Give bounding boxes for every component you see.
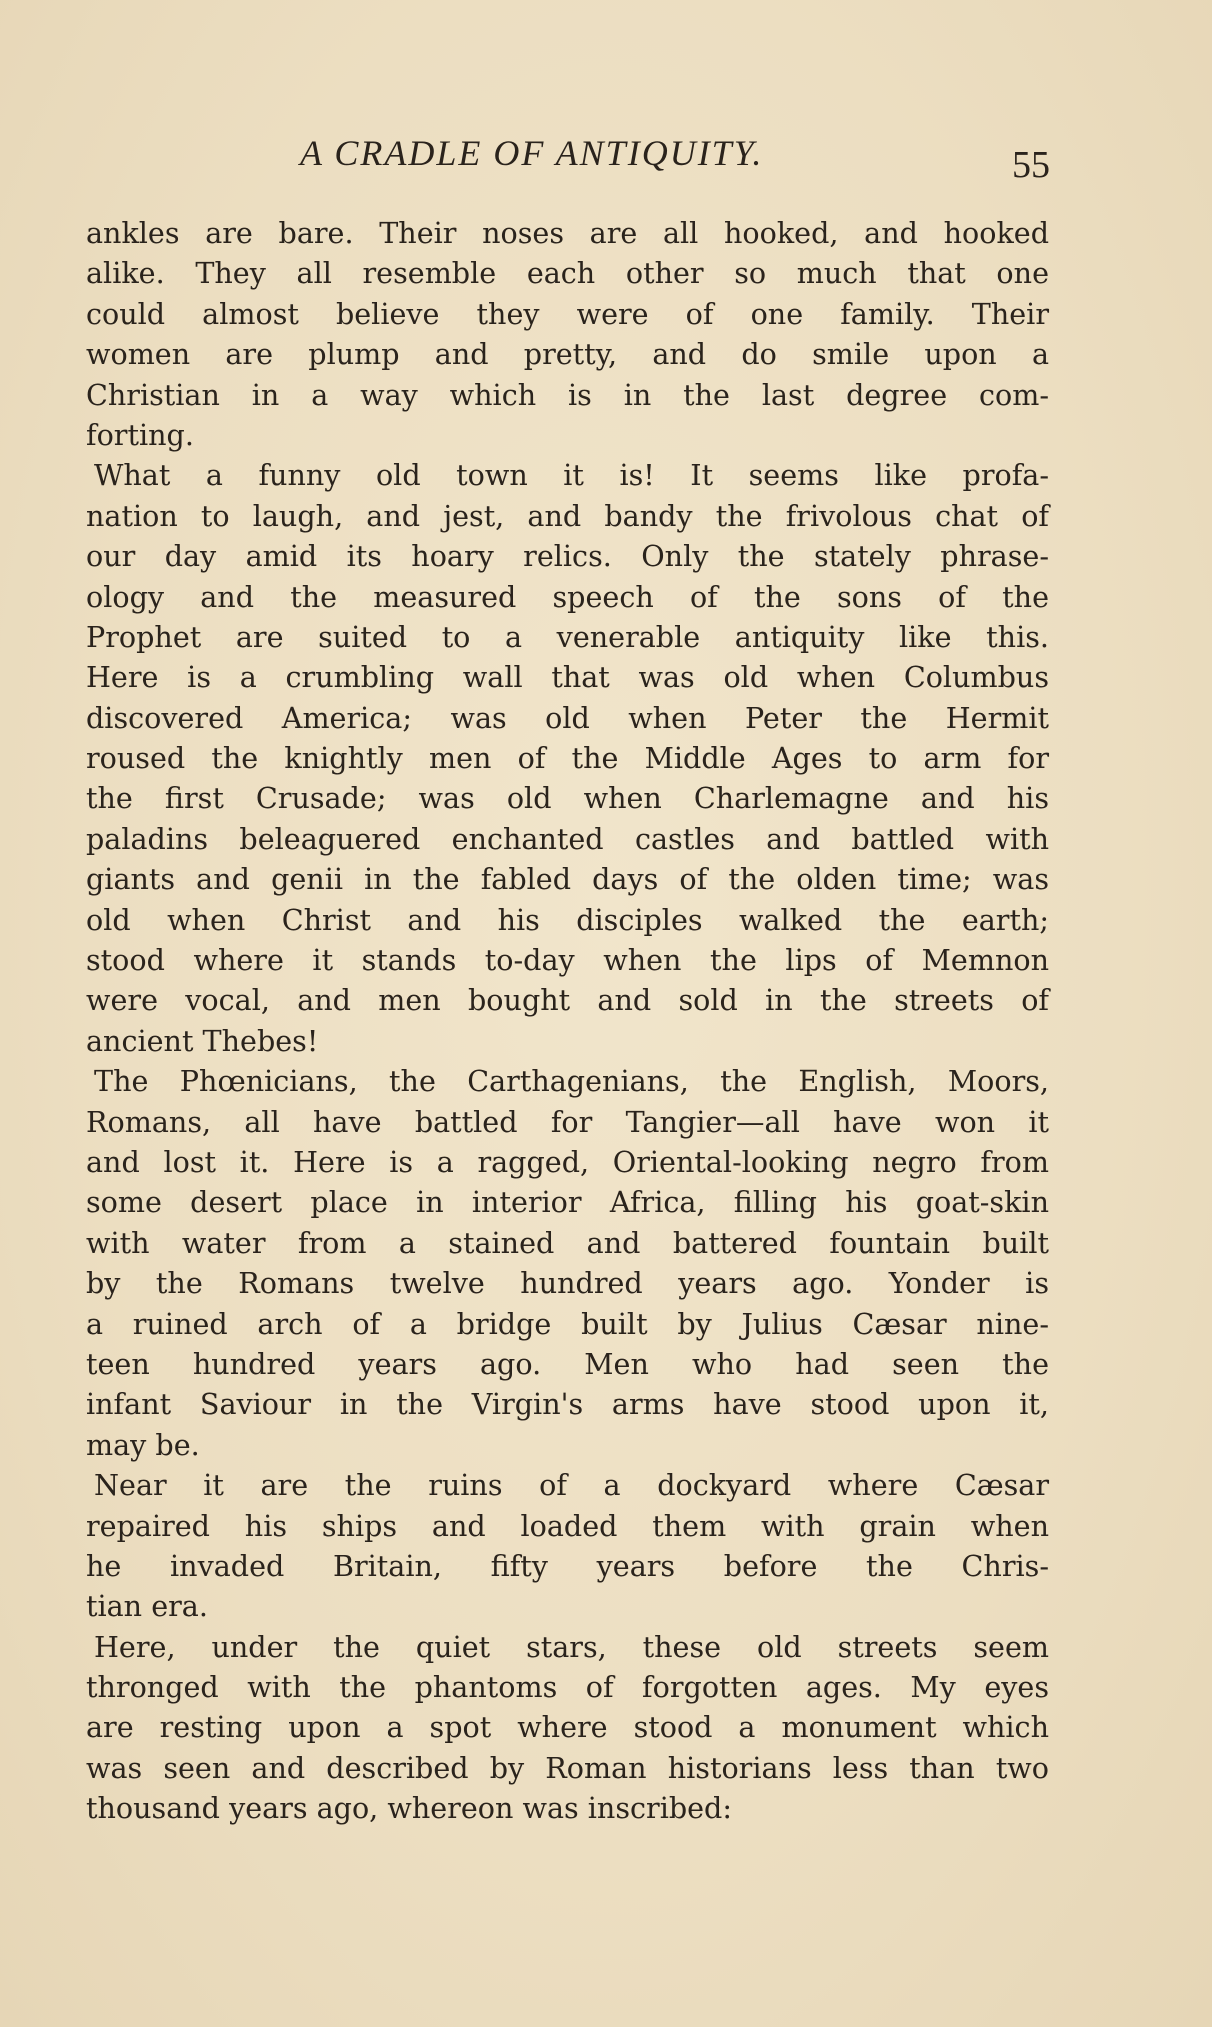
text-line: some desert place in interior Africa, filling his goat-skin bbox=[86, 1185, 1049, 1220]
text-line: ology and the measured speech of the sons of the bbox=[86, 579, 1049, 614]
text-line: Romans, all have battled for Tangier—all have won it bbox=[86, 1104, 1049, 1139]
text-line: paladins beleaguered enchanted castles and battled with bbox=[86, 821, 1049, 856]
text-line: a ruined arch of a bridge built by Julius Cæsar nine- bbox=[86, 1306, 1049, 1341]
text-line: teen hundred years ago. Men who had seen the bbox=[86, 1346, 1049, 1381]
text-line: roused the knightly men of the Middle Ages to arm for bbox=[86, 741, 1049, 776]
text-line: thousand years ago, whereon was inscribed: bbox=[86, 1791, 732, 1826]
text-line: giants and genii in the fabled days of the olden time; was bbox=[86, 862, 1049, 897]
text-line: may be. bbox=[86, 1427, 200, 1462]
text-line: and lost it. Here is a ragged, Oriental-looking negro from bbox=[86, 1144, 1049, 1179]
text-line: forting. bbox=[86, 417, 194, 452]
text-line: nation to laugh, and jest, and bandy the frivolous chat of bbox=[86, 498, 1049, 533]
text-line: our day amid its hoary relics. Only the stately phrase- bbox=[86, 539, 1049, 574]
text-line: with water from a stained and battered fountain built bbox=[86, 1225, 1049, 1260]
body-text bbox=[86, 213, 1049, 1829]
text-line: women are plump and pretty, and do smile upon a bbox=[86, 337, 1049, 372]
text-line: ankles are bare. Their noses are all hooked, and hooked bbox=[86, 216, 1049, 250]
text-line: Here, under the quiet stars, these old streets seem bbox=[94, 1629, 1049, 1664]
text-line: was seen and described by Roman historians less than two bbox=[86, 1750, 1049, 1785]
text-line: thronged with the phantoms of forgotten ages. My eyes bbox=[86, 1670, 1049, 1705]
text-line: were vocal, and men bought and sold in the streets of bbox=[86, 983, 1049, 1018]
text-line: Here is a crumbling wall that was old when Columbus bbox=[86, 660, 1049, 695]
text-line: old when Christ and his disciples walked the earth; bbox=[86, 902, 1049, 937]
text-line: stood where it stands to-day when the lips of Memnon bbox=[86, 943, 1049, 978]
text-line: repaired his ships and loaded them with grain when bbox=[86, 1508, 1049, 1543]
text-line: alike. They all resemble each other so much that one bbox=[86, 256, 1049, 291]
text-line: The Phœnicians, the Carthagenians, the English, Moors, bbox=[94, 1064, 1049, 1099]
text-line: by the Romans twelve hundred years ago. Yonder is bbox=[86, 1266, 1049, 1301]
page-number: 55 bbox=[1012, 144, 1050, 186]
running-head: A CRADLE OF ANTIQUITY. bbox=[300, 133, 764, 173]
text-line: What a funny old town it is! It seems like profa- bbox=[94, 458, 1049, 493]
text-line: Near it are the ruins of a dockyard where Cæsar bbox=[94, 1468, 1049, 1503]
text-line: discovered America; was old when Peter the Hermit bbox=[86, 700, 1049, 735]
text-line: Prophet are suited to a venerable antiquity like this. bbox=[86, 619, 1049, 654]
text-line: ancient Thebes! bbox=[86, 1023, 319, 1058]
text-line: tian era. bbox=[86, 1589, 208, 1624]
text-line: could almost believe they were of one family. Their bbox=[86, 296, 1049, 331]
text-line: are resting upon a spot where stood a monument which bbox=[86, 1710, 1049, 1745]
text-line: Christian in a way which is in the last degree com- bbox=[86, 377, 1049, 412]
text-line: he invaded Britain, fifty years before the Chris- bbox=[86, 1548, 1049, 1583]
text-line: infant Saviour in the Virgin's arms have stood upon it, bbox=[86, 1387, 1049, 1422]
text-line: the first Crusade; was old when Charlemagne and his bbox=[86, 781, 1049, 816]
